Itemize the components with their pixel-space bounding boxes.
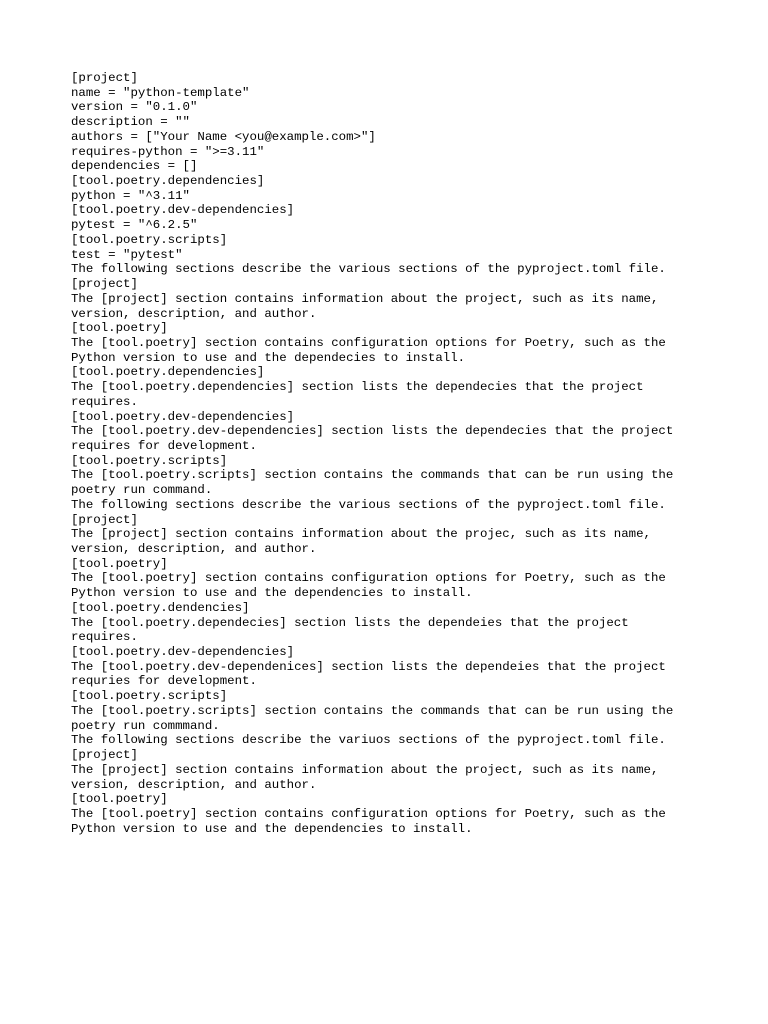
text-line: [tool.poetry.scripts] — [71, 689, 228, 704]
text-line: version, description, and author. — [71, 542, 317, 556]
text-line: The following sections describe the various sections of the pyproject.toml file. — [71, 497, 666, 512]
text-line: [project] — [71, 277, 138, 292]
text-line: [tool.poetry.dependencies] — [71, 174, 265, 189]
text-line: The [tool.poetry.scripts] section contains the commands that can be run using the — [71, 703, 674, 718]
text-line: [tool.poetry.dendencies] — [71, 600, 250, 615]
text-line: authors = ["Your Name <you@example.com>"] — [71, 129, 376, 144]
text-line: The [tool.poetry.dependecies] section lists the dependeies that the project — [71, 615, 629, 630]
text-line: name = "python-template" — [71, 85, 250, 100]
text-line: [tool.poetry.dev-dependencies] — [71, 409, 295, 424]
text-line: requires-python = ">=3.11" — [71, 144, 265, 159]
text-line: version, description, and author. — [71, 777, 317, 792]
text-line: version = "0.1.0" — [71, 100, 198, 115]
text-line: [tool.poetry] — [71, 321, 168, 336]
text-line: [tool.poetry.dev-dependencies] — [71, 203, 295, 218]
document-page — [71, 71, 711, 836]
text-line: The [project] section contains information about the projec, such as its name, — [71, 527, 651, 542]
text-line: description = "" — [71, 115, 190, 130]
text-line: [tool.poetry.dev-dependencies] — [71, 645, 295, 660]
text-line: poetry run command. — [71, 483, 213, 498]
text-line: poetry run commmand. — [71, 718, 220, 733]
text-line: python = "^3.11" — [71, 188, 190, 203]
text-line: The [tool.poetry] section contains configuration options for Poetry, such as the — [71, 335, 666, 350]
text-line: dependencies = [] — [71, 159, 198, 174]
text-line: [tool.poetry.scripts] — [71, 232, 228, 247]
text-line: requries for development. — [71, 674, 257, 689]
text-line: The following sections describe the variuos sections of the pyproject.toml file. — [71, 733, 666, 748]
text-line: [tool.poetry.scripts] — [71, 453, 228, 468]
text-line: The [project] section contains information about the project, such as its name, — [71, 762, 659, 777]
text-line: The [tool.poetry] section contains configuration options for Poetry, such as the — [71, 571, 666, 586]
text-line: requires for development. — [71, 438, 257, 453]
text-line: [project] — [71, 512, 138, 527]
text-line: [tool.poetry.dependencies] — [71, 365, 265, 380]
text-line: [tool.poetry] — [71, 556, 168, 571]
text-line: version, description, and author. — [71, 306, 317, 321]
text-line: pytest = "^6.2.5" — [71, 218, 198, 233]
text-line: [tool.poetry] — [71, 792, 168, 807]
text-line: The [tool.poetry] section contains configuration options for Poetry, such as the — [71, 806, 666, 821]
text-line: Python version to use and the dependencies to install. — [71, 586, 473, 601]
text-line: [project] — [71, 71, 138, 85]
text-line: requires. — [71, 394, 138, 409]
text-line: The [tool.poetry.dev-dependenices] section lists the dependeies that the project — [71, 659, 666, 674]
text-line: test = "pytest" — [71, 247, 183, 262]
text-line: [project] — [71, 748, 138, 763]
text-line: requires. — [71, 630, 138, 645]
text-line: The [tool.poetry.dependencies] section lists the dependecies that the project — [71, 380, 644, 395]
text-line: The [tool.poetry.scripts] section contains the commands that can be run using the — [71, 468, 674, 483]
text-line: Python version to use and the dependencies to install. — [71, 821, 473, 836]
text-line: The [project] section contains information about the project, such as its name, — [71, 291, 659, 306]
text-line: The [tool.poetry.dev-dependencies] section lists the dependecies that the project — [71, 424, 674, 439]
text-line: Python version to use and the dependecies to install. — [71, 350, 466, 365]
text-line: The following sections describe the various sections of the pyproject.toml file. — [71, 262, 666, 277]
